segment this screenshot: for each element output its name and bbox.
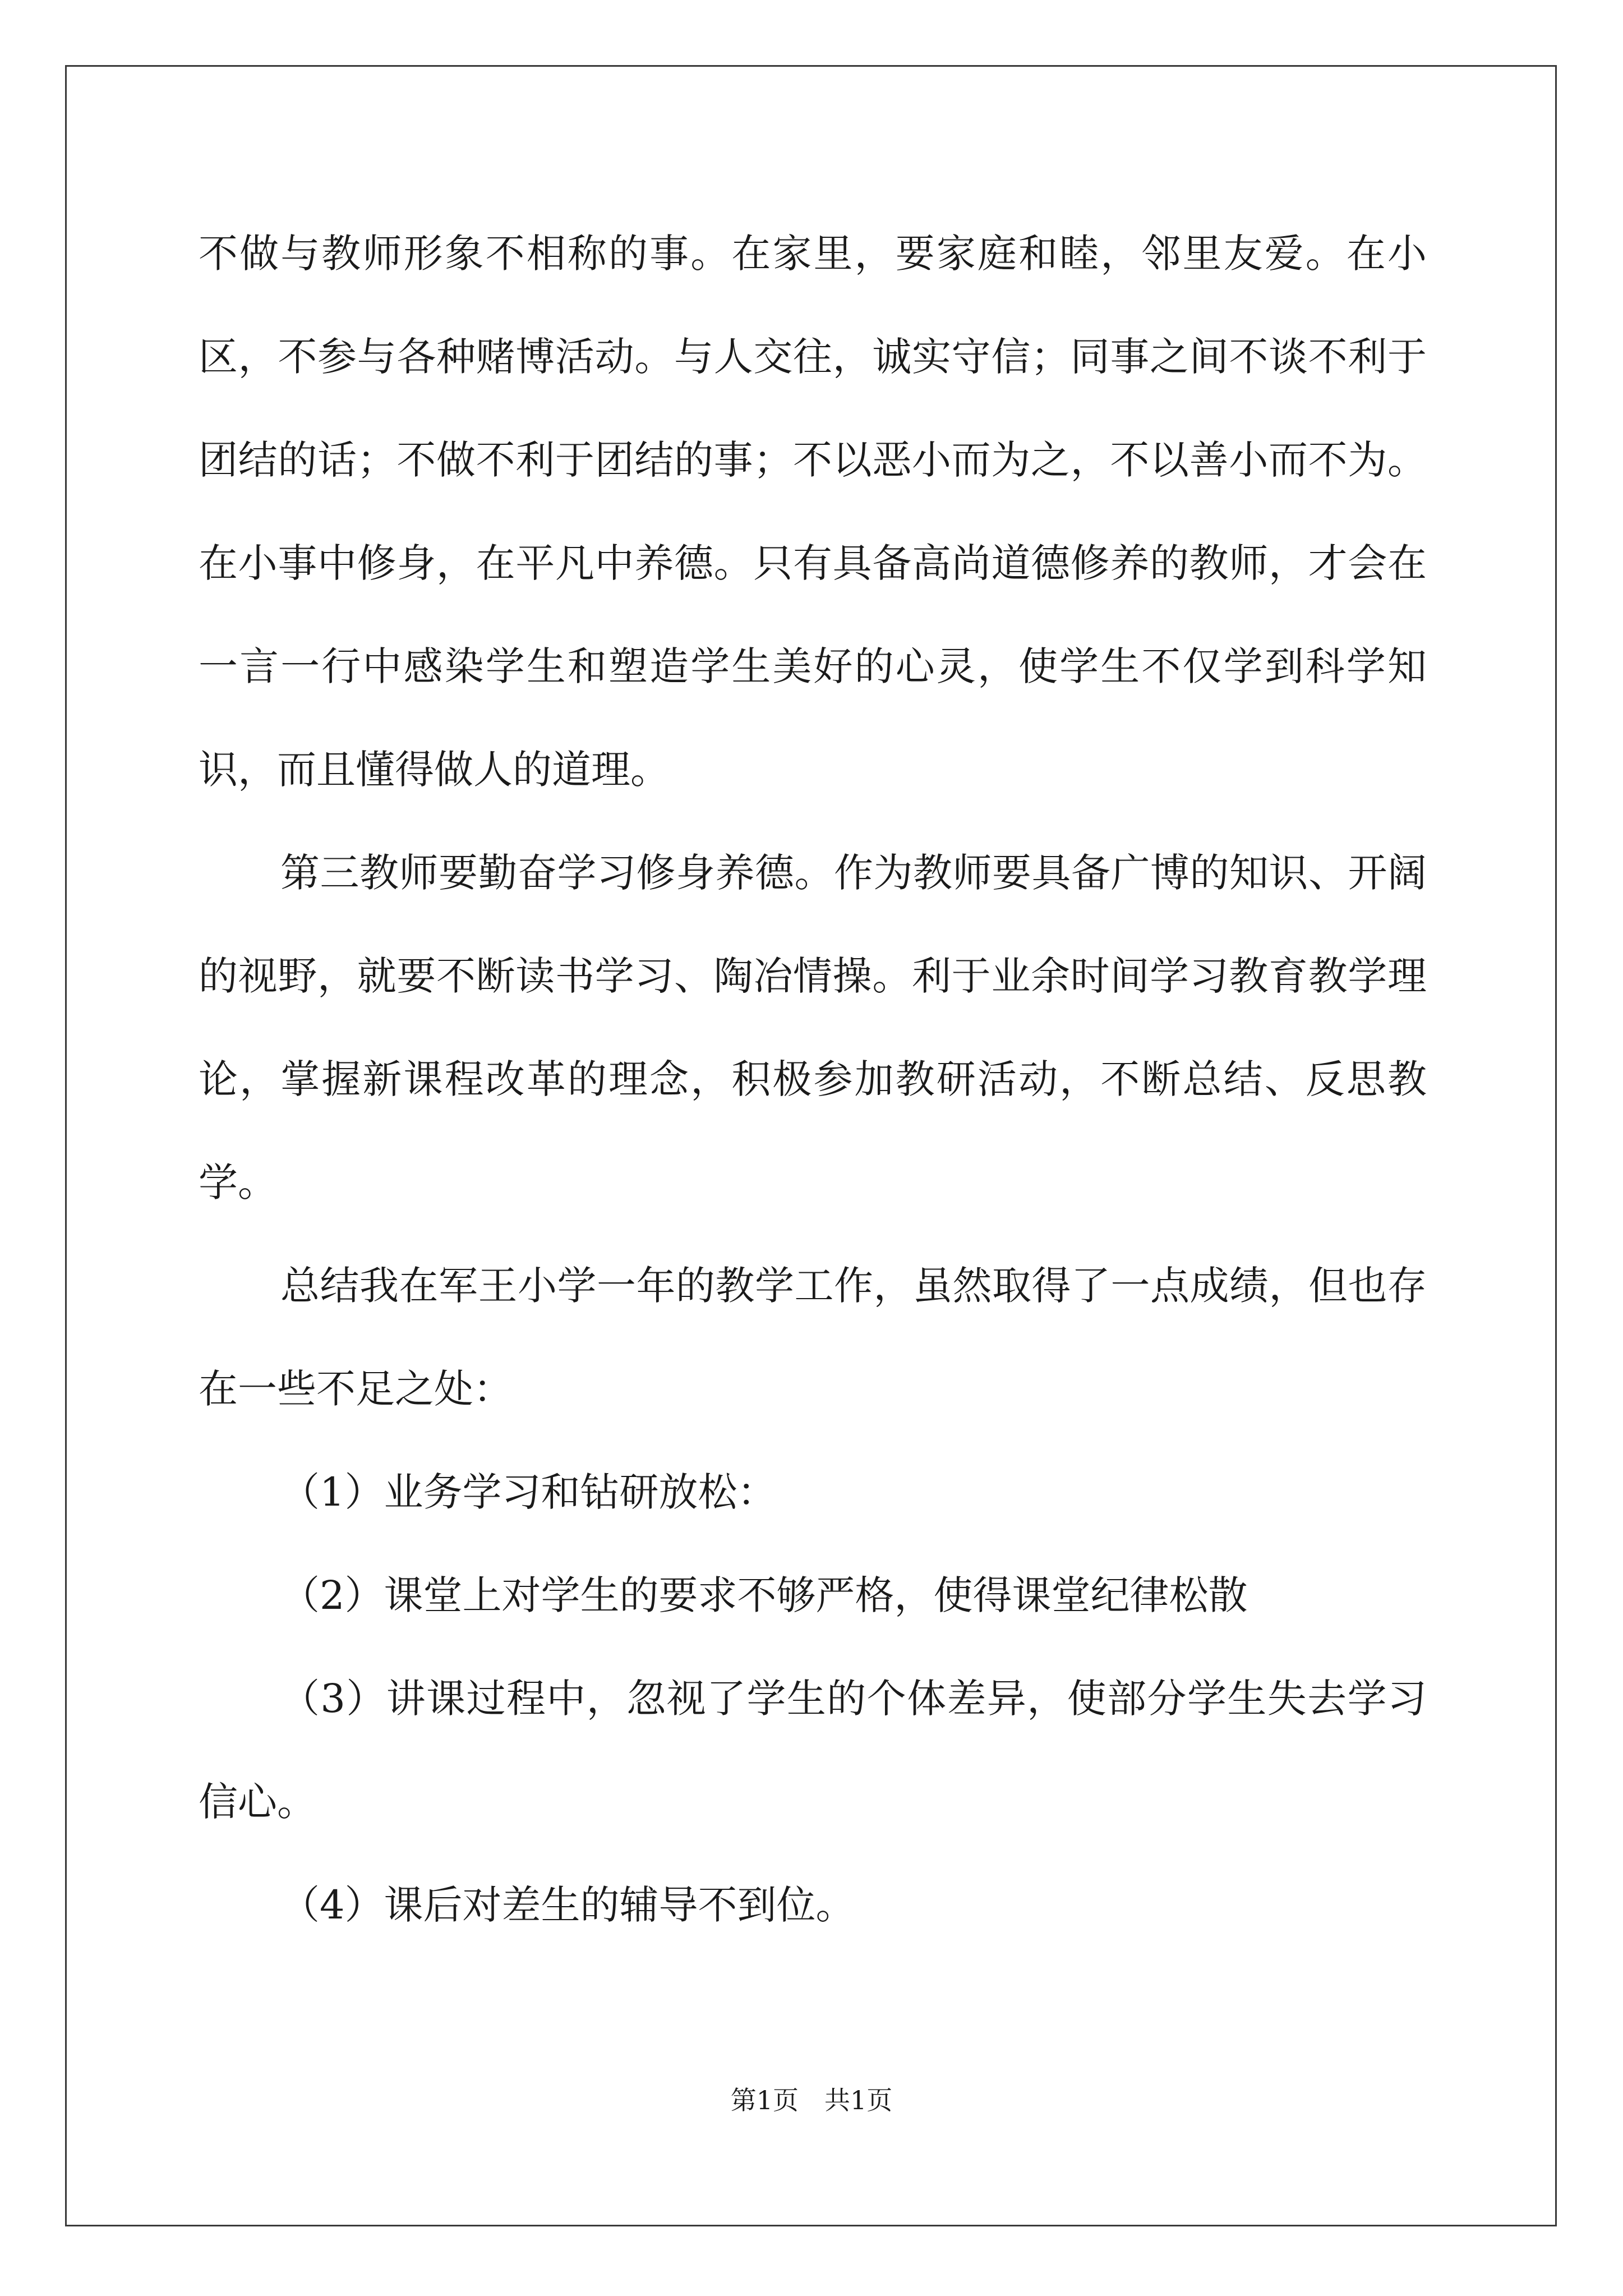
- paragraph-study: 第三教师要勤奋学习修身养德。作为教师要具备广博的知识、开阔的视野，就要不断读书学习、陶冶情操。利于业余时间学习教育教学理论，掌握新课程改革的理念，积极参加教研活动，不断总结、反思教学。: [199, 850, 1427, 1205]
- page-footer: 第1页 共1页: [730, 2085, 893, 2115]
- paragraph-summary: 总结我在军王小学一年的教学工作，虽然取得了一点成绩，但也存在一些不足之处：: [199, 1263, 1427, 1412]
- list-item-1: （1）业务学习和钻研放松：: [280, 1469, 777, 1515]
- list-item-2: （2）课堂上对学生的要求不够严格，使得课堂纪律松散: [280, 1572, 1248, 1618]
- list-item-4: （4）课后对差生的辅导不到位。: [280, 1882, 855, 1928]
- document-body: [199, 202, 1427, 1957]
- list-item-3: （3）讲课过程中，忽视了学生的个体差异，使部分学生失去学习信心。: [199, 1676, 1427, 1825]
- paragraph-continued: 不做与教师形象不相称的事。在家里，要家庭和睦，邻里友爱。在小区，不参与各种赌博活动。与人交往，诚实守信；同事之间不谈不利于团结的话；不做不利于团结的事；不以恶小而为之，不以善小而不为。在小事中修身，在平凡中养德。只有具备高尚道德修养的教师，才会在一言一行中感染学生和塑造学生美好的心灵，使学生不仅学到科学知识，而且懂得做人的道理。: [199, 231, 1427, 793]
